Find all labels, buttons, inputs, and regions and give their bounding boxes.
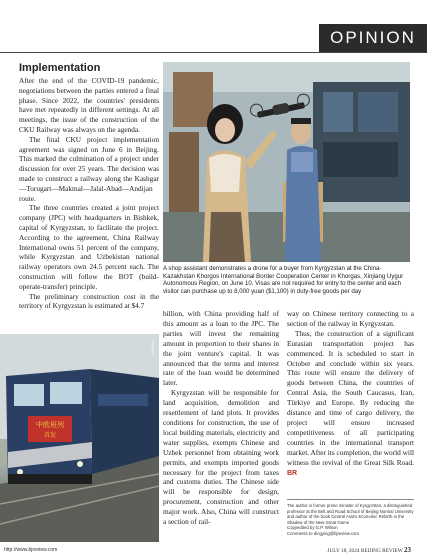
middle-column [163,309,279,527]
section-heading: Implementation [19,62,101,74]
header-rule [0,52,427,53]
end-badge: BR [287,469,298,477]
footer-url[interactable]: http://www.bjreview.com [4,547,58,553]
train-illustration [0,334,159,542]
drone-shop-photo [163,62,410,262]
left-column [19,62,159,311]
paragraph: The three countries created a joint project company (JPC) with headquarters in Bishkek, capital of Kyrgyzstan, to facilitate the project. According to the agreement, China Railway International owns 51 percent of the company, while Kyrgyzstan and Uzbekistan national railway operators own 24.5 percent each. The construction will follow the BOT (build-operate-transfer) principle. [19,203,159,291]
comments-contact: Comments to dingying@bjreview.com [287,530,359,536]
section-tab: OPINION [319,24,427,52]
issue-line: JULY 18, 2024 BEIJING REVIEW [327,548,403,554]
paragraph: billion, with China providing half of this amount as a loan to the JPC. The parties will invest the remaining amount in proportion to their shares in the joint venture's capital. It was announced that the terms and interest rate of the loan would be determined later. [163,309,279,388]
paragraph-text: Thus, the construction of a significant Eurasian transportation project has commenced. It is scheduled to start in October and conclude within six years. This route will ensure the delivery of goods between China, the countries of Central Asia, the South Caucasus, Iran, Türkiye and Europe. By reducing the distance and time of cargo delivery, the project will ensure increased competitiveness of all participating countries in the international transport market. After its completion, the world will witness the revival of the Great Silk Road. [287,328,414,467]
drone-shop-illustration [163,62,410,262]
photo-caption: A shop assistant demonstrates a drone for a buyer from Kyrgyzstan at the China-Kazakhstan Khorgos International Border Cooperation Center in Khorgas, Xinjiang Uygur Autonomous Region, on June 10. Visas are not required for entry to the center and each visitor can purchase up to 8,000 yuan ($1,100) in duty-free goods per day [163,265,404,295]
bio-text: The author is former prime minister of Kyrgyzstan, a distinguished professor at the Belt and Road School of Beijing Normal University and author of the book Central Asia's Economic Rebirth in the Shadow of the New Great Game [287,503,414,525]
author-bio [287,499,414,537]
paragraph: The preliminary construction cost in the territory of Kyrgyzstan is estimated at $4.7 [19,291,159,311]
train-banner-line1: 中欧班列 [36,421,64,429]
paragraph: The final CKU project implementation agreement was signed on June 6 in Beijing. This marked the culmination of a project under discussion for over 25 years. The decision was made to construct a railway along the Kashgar—Torugart—Makmal—Jalal-Abad—Andijan route. [19,134,159,203]
copyedit-credit: Copyedited by G.P. Wilson [287,525,338,531]
page-number: 23 [404,546,411,554]
paragraph: After the end of the COVID-19 pandemic, negotiations between the parties entered a final phase. Since 2022, the countries' presidents have met repeatedly in different settings. At all meetings, the issue of the construction of the CKU Railway was always on the agenda. [19,76,159,134]
train-photo [0,334,159,542]
right-column [287,309,414,478]
paragraph-final [287,329,414,479]
photo-credit: XINHUA [150,340,155,356]
paragraph: way on Chinese territory connecting to a section of the railway in Kyrgyzstan. [287,309,414,328]
train-banner-line2: 首发 [43,432,57,439]
paragraph: Kyrgyzstan will be responsible for land acquisition, demolition and resettlement of land plots. It provides conditions for construction, the use of local building materials, electricity and water supplies, exempts Chinese and Uzbek personnel from obtaining work permits, and exempts imported goods necessary for the project from taxes and customs duties. The Chinese side will be responsible for design, procurement, construction and other major work. Also, China will construct a section of rail- [163,388,279,527]
footer-issue [327,546,411,554]
